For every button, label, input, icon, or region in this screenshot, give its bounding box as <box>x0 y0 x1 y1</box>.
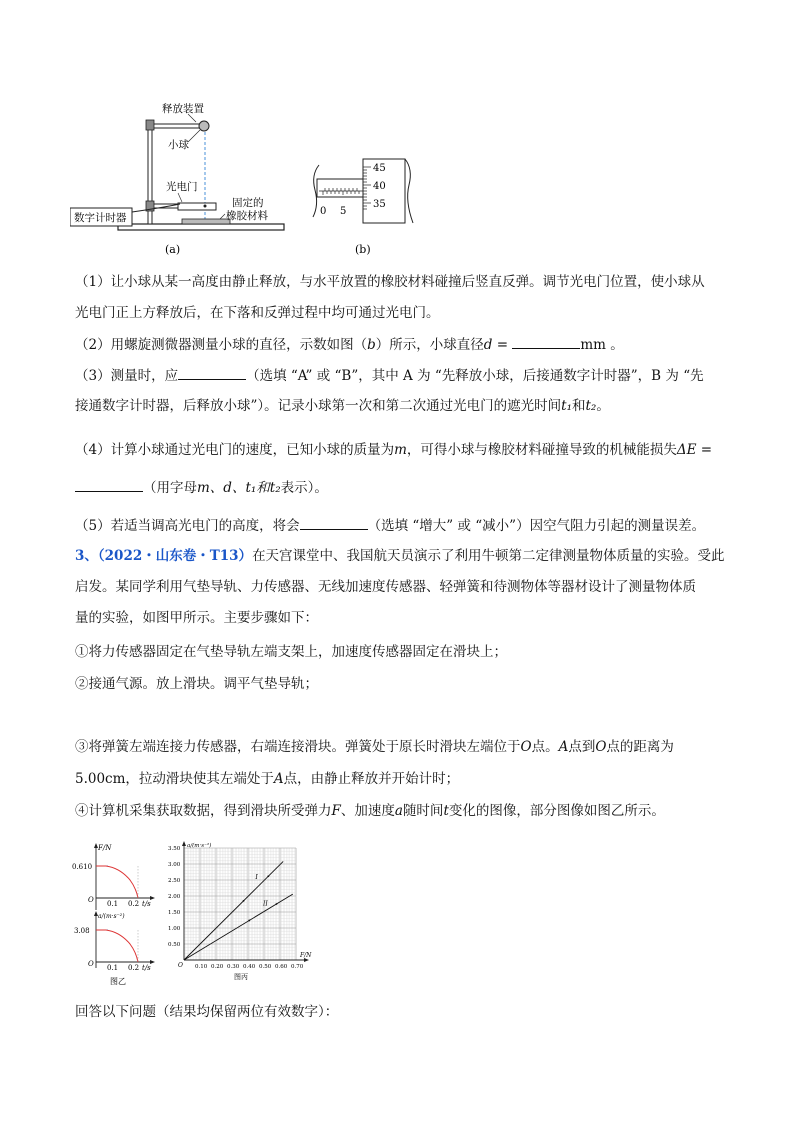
yi-top-xtick-2: 0.2 <box>128 900 140 908</box>
error-blank[interactable] <box>300 515 368 530</box>
y-axis-label: a/(m·s⁻²) <box>187 843 212 849</box>
yi-top-origin: O <box>88 896 94 904</box>
q4-line1: （4）计算小球通过光电门的速度，已知小球的质量为m，可得小球与橡胶材料碰撞导致的机械能损失ΔE = <box>75 442 713 458</box>
timer-label: 数字计时器 <box>74 212 127 224</box>
q4-line2: （用字母m、d、t₁和t₂表示）。 <box>75 477 328 498</box>
answer-prompt: 回答以下问题（结果均保留两位有效数字）： <box>75 1004 339 1020</box>
order-blank[interactable] <box>178 365 246 380</box>
p3-line3: 量的实验，如图甲所示。主要步骤如下： <box>75 610 318 626</box>
step-4: ④计算机采集获取数据，得到滑块所受弹力F、加速度a随时间t变化的图像，部分图像如图乙所示。 <box>75 803 665 819</box>
y-tick-label: 0.50 <box>168 942 181 948</box>
figure-b <box>305 145 425 263</box>
yi-bottom-xlabel: t/s <box>142 964 151 972</box>
q5-line: （5）若适当调高光电门的高度，将会 （选填 “增大” 或 “减小”）因空气阻力引起的测量误差。 <box>75 515 705 536</box>
x-tick-label: 0.10 <box>195 964 208 970</box>
origin-label: O <box>178 962 183 969</box>
figure-yi <box>70 840 160 990</box>
main-scale-0: 0 <box>320 206 327 217</box>
series-point <box>243 900 245 902</box>
yi-top-xlabel: t/s <box>142 900 151 908</box>
x-tick-label: 0.40 <box>243 964 256 970</box>
series-point <box>248 920 250 922</box>
diameter-blank[interactable] <box>512 334 580 349</box>
series-point <box>267 875 269 877</box>
step-2: ②接通气源。放上滑块。调平气垫导轨； <box>75 676 318 692</box>
q2-line: （2）用螺旋测微器测量小球的直径，示数如图（b）所示，小球直径d = mm 。 <box>75 334 624 355</box>
series-label-2: II <box>263 900 268 908</box>
y-axis-arrow <box>182 841 186 846</box>
step-1: ①将力传感器固定在气垫导轨左端支架上，加速度传感器固定在滑块上； <box>75 644 507 660</box>
y-tick-label: 1.50 <box>168 910 181 916</box>
figure-a <box>70 100 285 260</box>
y-tick-label: 2.50 <box>168 878 181 884</box>
q3-line1: （3）测量时，应 （选填 “A” 或 “B”，其中 A 为 “先释放小球，后接通数字计时器”，B 为 “先 <box>75 365 704 386</box>
p3-line1: 3、（2022・山东卷・T13）在天宫课堂中、我国航天员演示了利用牛顿第二定律测量物体质量的实验。受此 <box>75 548 725 564</box>
x-tick-label: 0.20 <box>211 964 224 970</box>
energy-loss-blank[interactable] <box>75 477 143 492</box>
yi-top-xtick-1: 0.1 <box>107 900 119 908</box>
x-axis-label: F/N <box>300 952 312 959</box>
x-tick-label: 0.50 <box>259 964 272 970</box>
yi-bottom-ylabel: a/(m·s⁻²) <box>98 913 125 920</box>
x-tick-label: 0.30 <box>227 964 240 970</box>
gate-label: 光电门 <box>166 181 198 193</box>
step-3-line2: 5.00cm，拉动滑块使其左端处于A点，由静止释放并开始计时； <box>75 771 460 787</box>
figure-b-caption: (b) <box>355 243 371 256</box>
yi-top-value: 0.610 <box>72 863 93 871</box>
x-tick-label: 0.70 <box>291 964 304 970</box>
release-label: 释放装置 <box>162 103 204 115</box>
thimble-35: 35 <box>373 199 386 210</box>
figure-a-caption: (a) <box>165 243 181 256</box>
figure-yi-caption: 图乙 <box>110 977 126 986</box>
x-tick-label: 0.60 <box>275 964 288 970</box>
yi-bottom-xtick-2: 0.2 <box>128 964 140 972</box>
rubber-label-1: 固定的 <box>232 197 264 209</box>
ball-label: 小球 <box>168 139 189 151</box>
q1-line2: 光电门正上方释放后，在下落和反弹过程中均可通过光电门。 <box>75 305 440 321</box>
figure-bing-caption: 图丙 <box>234 973 248 981</box>
q3-line2: 接通数字计时器，后释放小球”）。记录小球第一次和第二次通过光电门的遮光时间t₁和t₂。 <box>75 398 610 414</box>
main-scale-5: 5 <box>340 206 347 217</box>
yi-bottom-xtick-1: 0.1 <box>107 964 119 972</box>
yi-top-ylabel: F/N <box>98 844 112 852</box>
y-tick-label: 2.00 <box>168 894 181 900</box>
y-tick-label: 1.00 <box>168 926 181 932</box>
q1-line1: （1）让小球从某一高度由静止释放，与水平放置的橡胶材料碰撞后竖直反弹。调节光电门位置，使小球从 <box>75 274 705 290</box>
figure-bing-chart <box>160 840 330 990</box>
y-tick-label: 3.50 <box>168 846 181 852</box>
thimble-45: 45 <box>373 163 386 174</box>
rubber-label-2: 橡胶材料 <box>226 210 268 222</box>
series-label-1: I <box>255 874 258 882</box>
step-3-line1: ③将弹簧左端连接力传感器，右端连接滑块。弹簧处于原长时滑块左端位于O点。A点到O点的距离为 <box>75 739 674 755</box>
y-tick-label: 3.00 <box>168 862 181 868</box>
p3-line2: 启发。某同学利用气垫导轨、力传感器、无线加速度传感器、轻弹簧和待测物体等器材设计了测量物体质 <box>75 579 696 595</box>
yi-bottom-origin: O <box>88 960 94 968</box>
series-point <box>276 903 278 905</box>
yi-bottom-value: 3.08 <box>74 927 90 935</box>
thimble-40: 40 <box>373 181 386 192</box>
